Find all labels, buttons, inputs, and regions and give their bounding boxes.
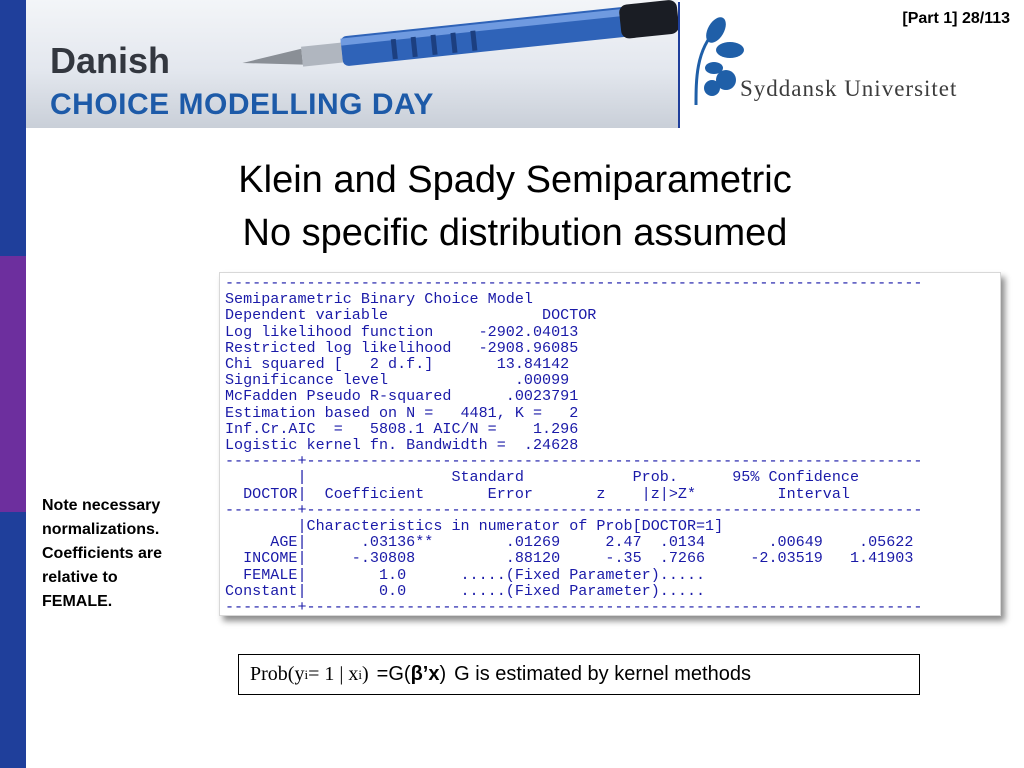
- output-line: |Characteristics in numerator of Prob[DOCTOR=1]: [225, 517, 724, 536]
- output-line: Log likelihood function -2902.04013: [225, 322, 579, 341]
- slide-number: [Part 1] 28/113: [902, 10, 1010, 27]
- output-line: Constant| 0.0 .....(Fixed Parameter).....: [225, 581, 706, 600]
- slide-title-line1: Klein and Spady Semiparametric: [238, 159, 792, 201]
- banner-title-danish: Danish: [50, 40, 171, 81]
- regression-output: [219, 272, 1001, 616]
- regression-output-text: [225, 275, 922, 615]
- left-strip-top: [0, 0, 26, 256]
- formula-close: ): [362, 663, 369, 685]
- note-line: normalizations.: [42, 521, 160, 538]
- output-line: --------+--------------------------------------------------------------------: [225, 598, 923, 617]
- output-line: DOCTOR| Coefficient Error z |z|>Z* Interval: [225, 484, 850, 503]
- formula-prob: Prob(y: [250, 663, 305, 685]
- output-line: Inf.Cr.AIC = 5808.1 AIC/N = 1.296: [225, 419, 579, 438]
- formula-condition: = 1 | x: [308, 663, 359, 685]
- banner-title-cmd: CHOICE MODELLING DAY: [50, 88, 434, 121]
- university-name: Syddansk Universitet: [740, 76, 958, 101]
- slide-title-line2: No specific distribution assumed: [242, 212, 788, 254]
- formula-beta-x: β’x: [410, 663, 440, 685]
- output-line: INCOME| -.30808 .88120 -.35 .7266 -2.03519 1.41903: [225, 549, 914, 568]
- output-line: Semiparametric Binary Choice Model: [225, 290, 533, 309]
- formula-sub-i: i: [304, 666, 309, 682]
- formula-g: =G(: [376, 663, 411, 685]
- output-line: --------+--------------------------------------------------------------------: [225, 452, 923, 471]
- side-note: [42, 494, 162, 614]
- pen-image: [240, 0, 678, 81]
- output-line: -----------------------------------------------------------------------------: [225, 274, 923, 292]
- left-strip-middle: [0, 256, 26, 512]
- note-line: FEMALE.: [42, 593, 113, 610]
- output-line: McFadden Pseudo R-squared .0023791: [225, 387, 579, 406]
- header-divider: [678, 2, 680, 128]
- formula-box: [238, 654, 920, 695]
- formula-g-close: ): [439, 663, 447, 685]
- output-line: AGE| .03136** .01269 2.47 .0134 .00649 .05622: [225, 533, 914, 552]
- output-line: Logistic kernel fn. Bandwidth = .24628: [225, 436, 579, 455]
- note-line: Coefficients are: [42, 545, 163, 562]
- note-line: Note necessary: [42, 497, 161, 514]
- output-line: FEMALE| 1.0 .....(Fixed Parameter).....: [225, 565, 706, 584]
- formula-description: G is estimated by kernel methods: [454, 663, 751, 685]
- output-line: Restricted log likelihood -2908.96085: [225, 338, 579, 357]
- output-line: | Standard Prob. 95% Confidence: [225, 468, 860, 487]
- output-line: Dependent variable DOCTOR: [225, 306, 597, 325]
- output-line: Significance level .00099: [225, 371, 570, 390]
- header-banner: [26, 0, 678, 128]
- left-strip-bottom: [0, 512, 26, 768]
- note-line: relative to: [42, 569, 118, 586]
- output-line: Chi squared [ 2 d.f.] 13.84142: [225, 355, 570, 374]
- output-line: --------+--------------------------------------------------------------------: [225, 500, 923, 519]
- output-line: Estimation based on N = 4481, K = 2: [225, 403, 579, 422]
- formula-sub-i: i: [358, 666, 362, 682]
